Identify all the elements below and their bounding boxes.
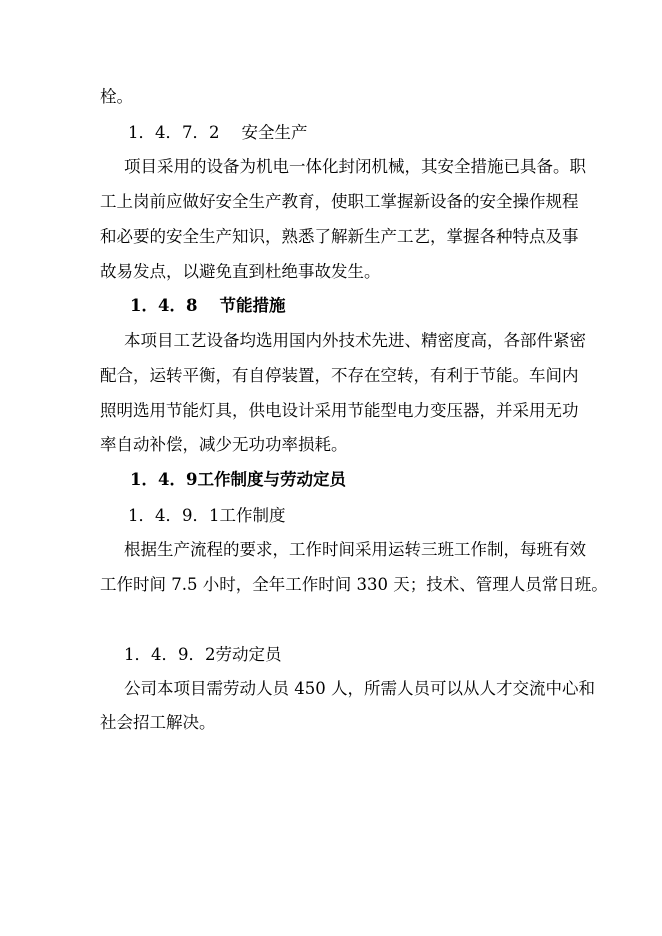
paragraph-line: 照明选用节能灯具，供电设计采用节能型电力变压器，并采用无功 xyxy=(100,401,579,420)
section-title: 节能措施 xyxy=(219,296,286,315)
paragraph-line: 工上岗前应做好安全生产教育，使职工掌握新设备的安全操作规程 xyxy=(100,192,579,211)
paragraph-line: 故易发点，以避免直到杜绝事故发生。 xyxy=(100,262,381,281)
paragraph-line: 栓。 xyxy=(100,87,133,106)
section-number: 1．4．9 xyxy=(130,470,198,489)
section-number: 1．4．8 xyxy=(130,296,198,315)
paragraph-line: 本项目工艺设备均选用国内外技术先进、精密度高，各部件紧密 xyxy=(124,331,586,350)
section-number: 1．4．9．1 xyxy=(128,506,220,525)
paragraph-line: 公司本项目需劳动人员 450 人，所需人员可以从人才交流中心和 xyxy=(124,679,595,698)
section-heading-1-4-9-1 xyxy=(128,505,286,527)
section-heading-1-4-8 xyxy=(130,295,285,317)
section-heading-1-4-9 xyxy=(130,469,346,491)
section-heading-1-4-9-2 xyxy=(124,644,282,666)
paragraph-line: 率自动补偿，减少无功功率损耗。 xyxy=(100,435,348,454)
section-number: 1．4．7．2 xyxy=(128,123,220,142)
section-heading-1-4-7-2 xyxy=(128,122,308,144)
paragraph-line: 配合，运转平衡，有自停装置，不存在空转，有利于节能。车间内 xyxy=(100,366,579,385)
paragraph-line: 工作时间 7.5 小时，全年工作时间 330 天；技术、管理人员常日班。 xyxy=(100,575,608,594)
section-title: 劳动定员 xyxy=(215,645,282,664)
paragraph-line: 和必要的安全生产知识，熟悉了解新生产工艺，掌握各种特点及事 xyxy=(100,227,579,246)
paragraph-line: 根据生产流程的要求，工作时间采用运转三班工作制，每班有效 xyxy=(124,540,586,559)
section-title: 工作制度与劳动定员 xyxy=(197,470,346,489)
section-title: 工作制度 xyxy=(219,506,286,525)
paragraph-line: 项目采用的设备为机电一体化封闭机械，其安全措施已具备。职 xyxy=(124,157,586,176)
section-title: 安全生产 xyxy=(241,123,308,142)
section-number: 1．4．9．2 xyxy=(124,645,216,664)
paragraph-line: 社会招工解决。 xyxy=(100,713,216,732)
